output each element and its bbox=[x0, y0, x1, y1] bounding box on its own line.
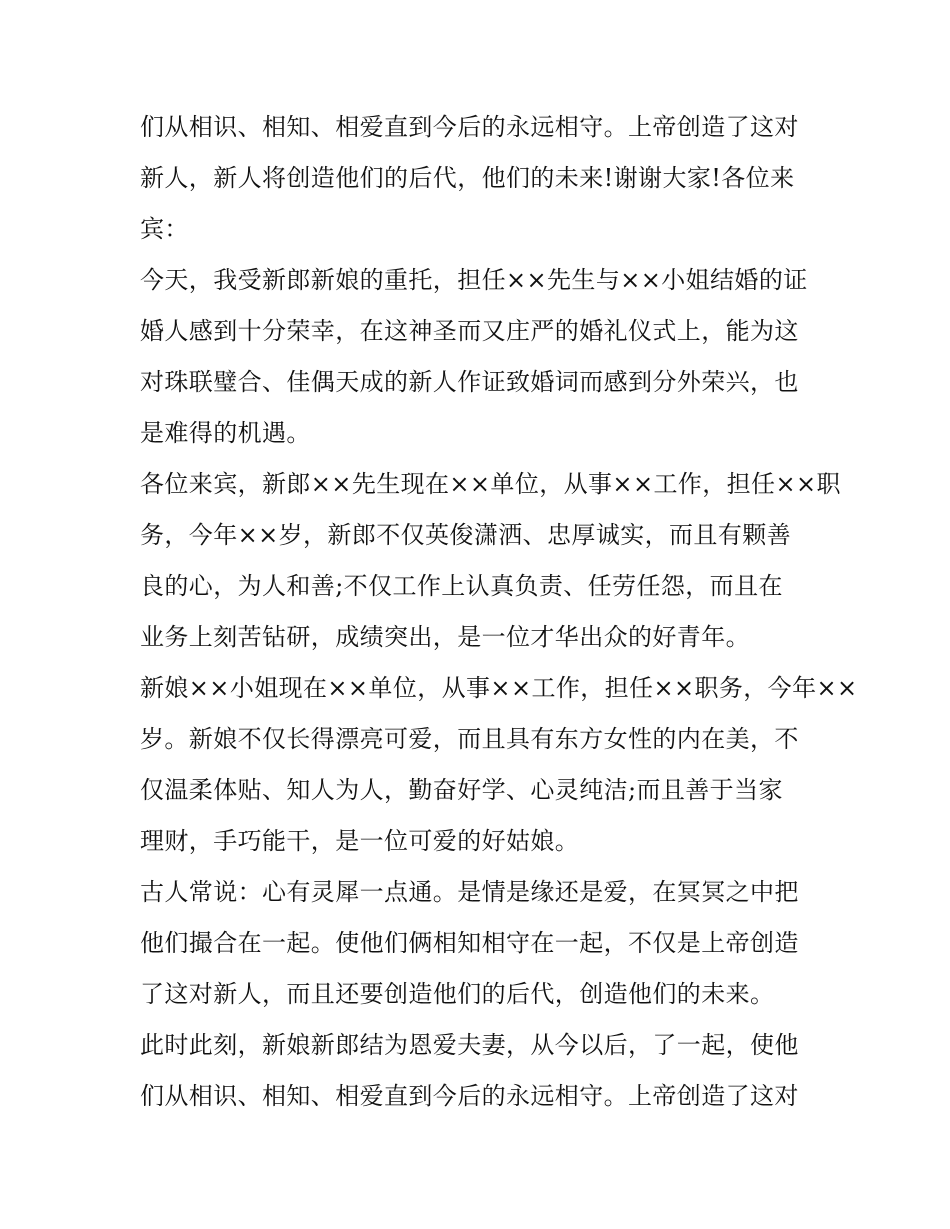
text-line: 是难得的机遇。 bbox=[140, 419, 311, 447]
text-line: 仅温柔体贴、知人为人，勤奋好学、心灵纯洁;而且善于当家 bbox=[140, 776, 783, 804]
text-line: 理财，手巧能干，是一位可爱的好姑娘。 bbox=[140, 827, 580, 855]
text-line: 他们撮合在一起。使他们俩相知相守在一起，不仅是上帝创造 bbox=[140, 929, 799, 957]
text-line: 对珠联璧合、佳偶天成的新人作证致婚词而感到分外荣兴，也 bbox=[140, 368, 799, 396]
text-line: 此时此刻，新娘新郎结为恩爱夫妻，从今以后，了一起，使他 bbox=[140, 1031, 799, 1059]
text-line: 们从相识、相知、相爱直到今后的永远相守。上帝创造了这对 bbox=[140, 1082, 799, 1110]
text-line: 今天，我受新郎新娘的重托，担任××先生与××小姐结婚的证 bbox=[140, 266, 808, 294]
text-line: 们从相识、相知、相爱直到今后的永远相守。上帝创造了这对 bbox=[140, 113, 799, 141]
text-line: 业务上刻苦钻研，成绩突出，是一位才华出众的好青年。 bbox=[140, 623, 750, 651]
text-line: 新娘××小姐现在××单位，从事××工作，担任××职务，今年×× bbox=[140, 674, 858, 702]
text-line: 新人，新人将创造他们的后代，他们的未来!谢谢大家!各位来 bbox=[140, 164, 795, 192]
text-line: 宾： bbox=[140, 215, 189, 243]
text-line: 古人常说：心有灵犀一点通。是情是缘还是爱，在冥冥之中把 bbox=[140, 878, 799, 906]
text-line: 各位来宾，新郎××先生现在××单位，从事××工作，担任××职 bbox=[140, 470, 841, 498]
document-body bbox=[140, 102, 858, 1122]
text-line: 岁。新娘不仅长得漂亮可爱，而且具有东方女性的内在美，不 bbox=[140, 725, 799, 753]
text-line: 良的心，为人和善;不仅工作上认真负责、任劳任怨，而且在 bbox=[140, 572, 783, 600]
text-line: 婚人感到十分荣幸，在这神圣而又庄严的婚礼仪式上，能为这 bbox=[140, 317, 799, 345]
text-line: 务，今年××岁，新郎不仅英俊潇洒、忠厚诚实，而且有颗善 bbox=[140, 521, 792, 549]
text-line: 了这对新人，而且还要创造他们的后代，创造他们的未来。 bbox=[140, 980, 775, 1008]
